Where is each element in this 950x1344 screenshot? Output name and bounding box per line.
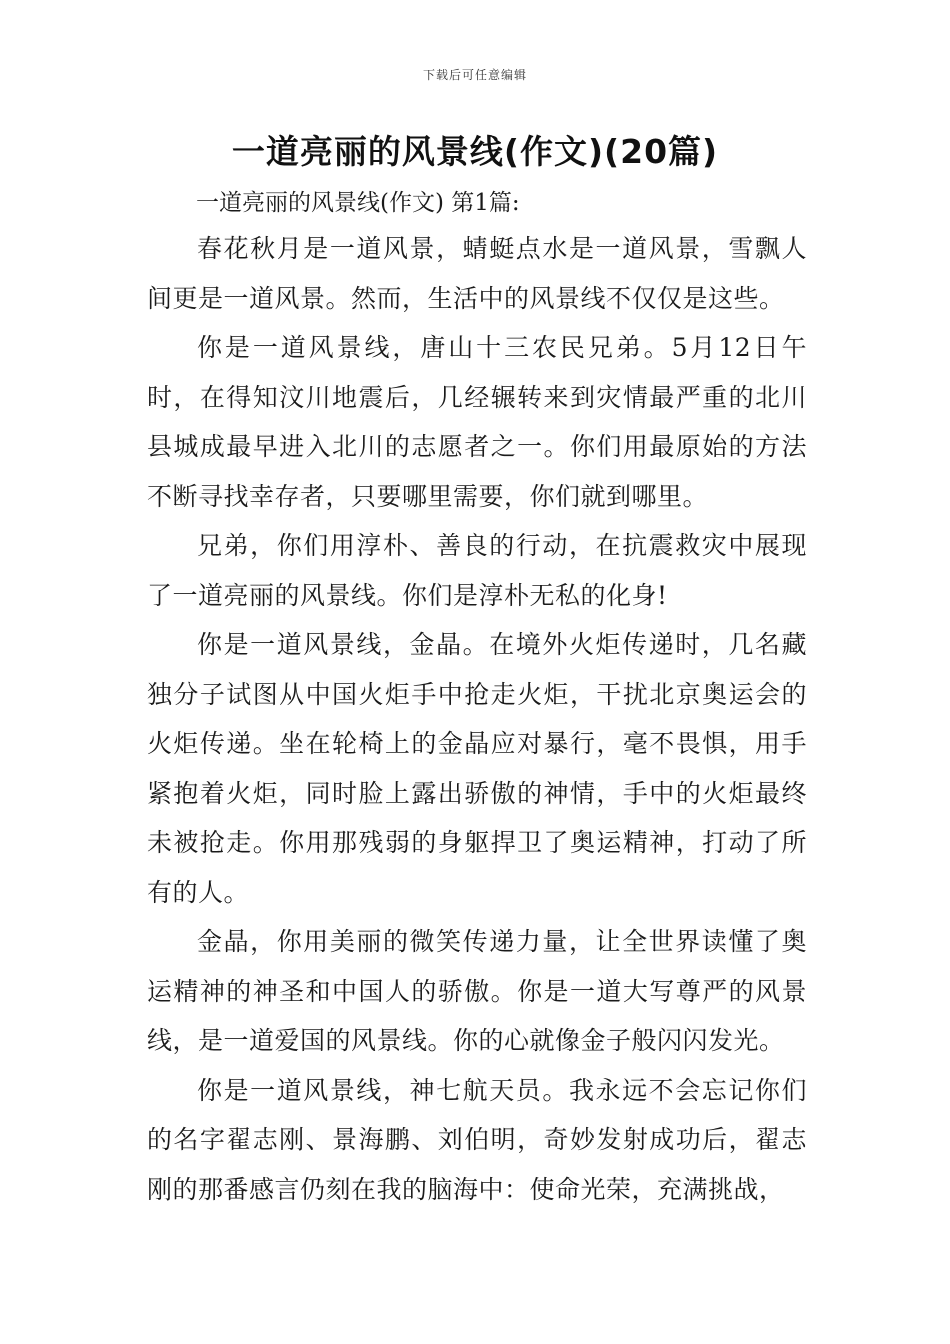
document-subtitle: 一道亮丽的风景线(作文) 第1篇: [196,190,520,216]
paragraph: 春花秋月是一道风景，蜻蜓点水是一道风景，雪飘人间更是一道风景。然而，生活中的风景线不仅仅是这些。 [147,234,807,313]
document-body [147,224,807,1214]
document-title: 一道亮丽的风景线(作文)(20篇) [231,132,719,171]
header-note: 下载后可任意编辑 [422,68,527,82]
paragraph: 金晶，你用美丽的微笑传递力量，让全世界读懂了奥运精神的神圣和中国人的骄傲。你是一道大写尊严的风景线，是一道爱国的风景线。你的心就像金子般闪闪发光。 [147,927,807,1055]
paragraph: 你是一道风景线，唐山十三农民兄弟。5月12日午时，在得知汶川地震后，几经辗转来到灾情最严重的北川县城成最早进入北川的志愿者之一。你们用最原始的方法不断寻找幸存者，只要哪里需要，你们就到哪里。 [147,333,807,511]
paragraph: 兄弟，你们用淳朴、善良的行动，在抗震救灾中展现了一道亮丽的风景线。你们是淳朴无私的化身! [147,531,807,610]
paragraph: 你是一道风景线，金晶。在境外火炬传递时，几名藏独分子试图从中国火炬手中抢走火炬，干扰北京奥运会的火炬传递。坐在轮椅上的金晶应对暴行，毫不畏惧，用手紧抱着火炬，同时脸上露出骄傲的神情，手中的火炬最终未被抢走。你用那残弱的身躯捍卫了奥运精神，打动了所有的人。 [147,630,807,907]
paragraph: 你是一道风景线，神七航天员。我永远不会忘记你们的名字翟志刚、景海鹏、刘伯明，奇妙发射成功后，翟志刚的那番感言仍刻在我的脑海中：使命光荣，充满挑战， [147,1075,807,1204]
